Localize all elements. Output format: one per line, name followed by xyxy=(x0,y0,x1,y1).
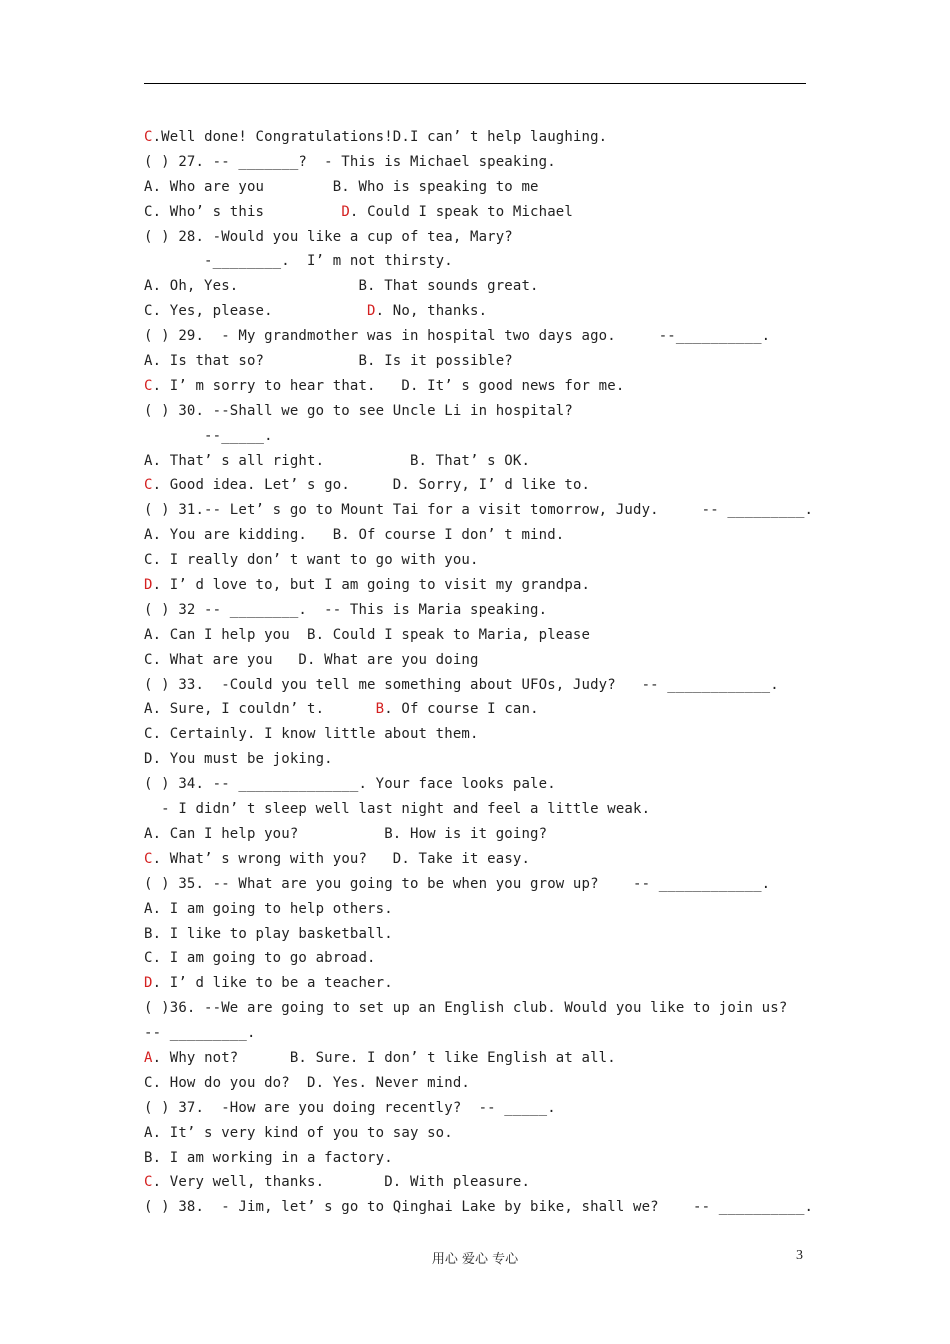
text-line xyxy=(144,697,814,722)
text-line xyxy=(144,1170,814,1195)
answer-mark: C xyxy=(144,1174,153,1191)
line-text: C. What are you D. What are you doing xyxy=(144,651,479,668)
text-line xyxy=(144,623,814,648)
line-text: ( ) 29. - My grandmother was in hospital two days ago. --__________. xyxy=(144,328,771,345)
text-line xyxy=(144,274,814,299)
line-text: ( ) 28. -Would you like a cup of tea, Mary? xyxy=(144,228,513,245)
text-line xyxy=(144,473,814,498)
text-line xyxy=(144,175,814,200)
text-line xyxy=(144,946,814,971)
line-lead-text: A. Sure, I couldn’ t. xyxy=(144,701,376,718)
line-text: C. How do you do? D. Yes. Never mind. xyxy=(144,1074,470,1091)
text-line xyxy=(144,449,814,474)
text-line xyxy=(144,1146,814,1171)
line-text: ( )36. --We are going to set up an English club. Would you like to join us? xyxy=(144,1000,788,1017)
text-line xyxy=(144,150,814,175)
text-line xyxy=(144,872,814,897)
line-text: D. You must be joking. xyxy=(144,751,333,768)
text-line xyxy=(144,225,814,250)
answer-mark: C xyxy=(144,377,153,394)
text-line xyxy=(144,648,814,673)
line-text: ( ) 31.-- Let’ s go to Mount Tai for a visit tomorrow, Judy. -- _________. xyxy=(144,502,814,519)
line-text: . Why not? B. Sure. I don’ t like English at all. xyxy=(152,1049,616,1066)
line-text: A. I am going to help others. xyxy=(144,900,393,917)
text-line xyxy=(144,349,814,374)
text-line xyxy=(144,772,814,797)
text-line xyxy=(144,498,814,523)
line-text: A. Can I help you B. Could I speak to Maria, please xyxy=(144,626,591,643)
question-list xyxy=(144,125,814,1220)
line-text: -________. I’ m not thirsty. xyxy=(144,253,453,270)
text-line xyxy=(144,1195,814,1220)
text-line xyxy=(144,573,814,598)
line-text: . Of course I can. xyxy=(384,701,539,718)
line-text: ( ) 38. - Jim, let’ s go to Qinghai Lake by bike, shall we? -- __________. xyxy=(144,1199,814,1216)
line-text: A. It’ s very kind of you to say so. xyxy=(144,1124,453,1141)
text-line xyxy=(144,299,814,324)
page-footer: 用心 爱心 专心 xyxy=(431,1252,519,1267)
text-line xyxy=(144,548,814,573)
text-line xyxy=(144,374,814,399)
line-text: . I’ m sorry to hear that. D. It’ s good news for me. xyxy=(152,377,625,394)
line-text: A. Is that so? B. Is it possible? xyxy=(144,353,513,370)
line-text: . Very well, thanks. D. With pleasure. xyxy=(152,1174,531,1191)
line-lead-text: C. Who’ s this xyxy=(144,203,342,220)
text-line xyxy=(144,847,814,872)
header-rule xyxy=(144,83,806,84)
text-line xyxy=(144,399,814,424)
text-line xyxy=(144,971,814,996)
text-line xyxy=(144,523,814,548)
line-lead-text: C. Yes, please. xyxy=(144,303,368,320)
line-text: C. Certainly. I know little about them. xyxy=(144,726,479,743)
line-text: A. You are kidding. B. Of course I don’ t mind. xyxy=(144,527,565,544)
line-text: --_____. xyxy=(144,427,273,444)
answer-mark: D xyxy=(144,975,153,992)
answer-mark: A xyxy=(144,1049,153,1066)
line-text: C. I really don’ t want to go with you. xyxy=(144,552,479,569)
page-number: 3 xyxy=(796,1248,803,1263)
text-line xyxy=(144,722,814,747)
line-text: - I didn’ t sleep well last night and feel a little weak. xyxy=(144,801,651,818)
line-text: A. Can I help you? B. How is it going? xyxy=(144,825,548,842)
answer-mark: C xyxy=(144,850,153,867)
line-text: . Could I speak to Michael xyxy=(349,203,573,220)
line-text: ( ) 32 -- ________. -- This is Maria speaking. xyxy=(144,601,548,618)
line-text: . No, thanks. xyxy=(375,303,488,320)
text-line xyxy=(144,1096,814,1121)
answer-mark: B xyxy=(375,701,385,718)
answer-mark: D xyxy=(144,577,153,594)
line-text: .Well done! Congratulations!D.I can’ t help laughing. xyxy=(152,129,608,145)
text-line xyxy=(144,822,814,847)
line-text: ( ) 35. -- What are you going to be when you grow up? -- ____________. xyxy=(144,875,771,892)
answer-mark: C xyxy=(144,477,153,494)
line-text: ( ) 37. -How are you doing recently? -- _____. xyxy=(144,1099,556,1116)
answer-mark: D xyxy=(341,203,350,220)
line-text: C. I am going to go abroad. xyxy=(144,950,376,967)
text-line xyxy=(144,797,814,822)
text-line xyxy=(144,249,814,274)
text-line xyxy=(144,324,814,349)
text-line xyxy=(144,1121,814,1146)
text-line xyxy=(144,1021,814,1046)
text-line xyxy=(144,200,814,225)
answer-mark: D xyxy=(367,303,376,320)
text-line xyxy=(144,125,814,150)
line-text: . I’ d like to be a teacher. xyxy=(152,975,393,992)
text-line xyxy=(144,1046,814,1071)
text-line xyxy=(144,922,814,947)
line-text: -- _________. xyxy=(144,1025,256,1042)
line-text: ( ) 34. -- ______________. Your face looks pale. xyxy=(144,776,556,793)
text-line xyxy=(144,1071,814,1096)
text-line xyxy=(144,673,814,698)
line-text: . What’ s wrong with you? D. Take it easy. xyxy=(152,850,531,867)
text-line xyxy=(144,598,814,623)
text-line xyxy=(144,747,814,772)
answer-mark: C xyxy=(144,129,153,145)
text-line xyxy=(144,424,814,449)
line-text: A. That’ s all right. B. That’ s OK. xyxy=(144,452,531,469)
text-line xyxy=(144,897,814,922)
line-text: ( ) 33. -Could you tell me something about UFOs, Judy? -- ____________. xyxy=(144,676,779,693)
line-text: ( ) 27. -- _______? - This is Michael speaking. xyxy=(144,153,556,170)
line-text: ( ) 30. --Shall we go to see Uncle Li in hospital? xyxy=(144,402,573,419)
line-text: A. Oh, Yes. B. That sounds great. xyxy=(144,278,539,295)
line-text: B. I am working in a factory. xyxy=(144,1149,393,1166)
line-text: . I’ d love to, but I am going to visit my grandpa. xyxy=(152,577,591,594)
line-text: . Good idea. Let’ s go. D. Sorry, I’ d like to. xyxy=(152,477,591,494)
line-text: B. I like to play basketball. xyxy=(144,925,393,942)
line-text: A. Who are you B. Who is speaking to me xyxy=(144,178,539,195)
text-line xyxy=(144,996,814,1021)
